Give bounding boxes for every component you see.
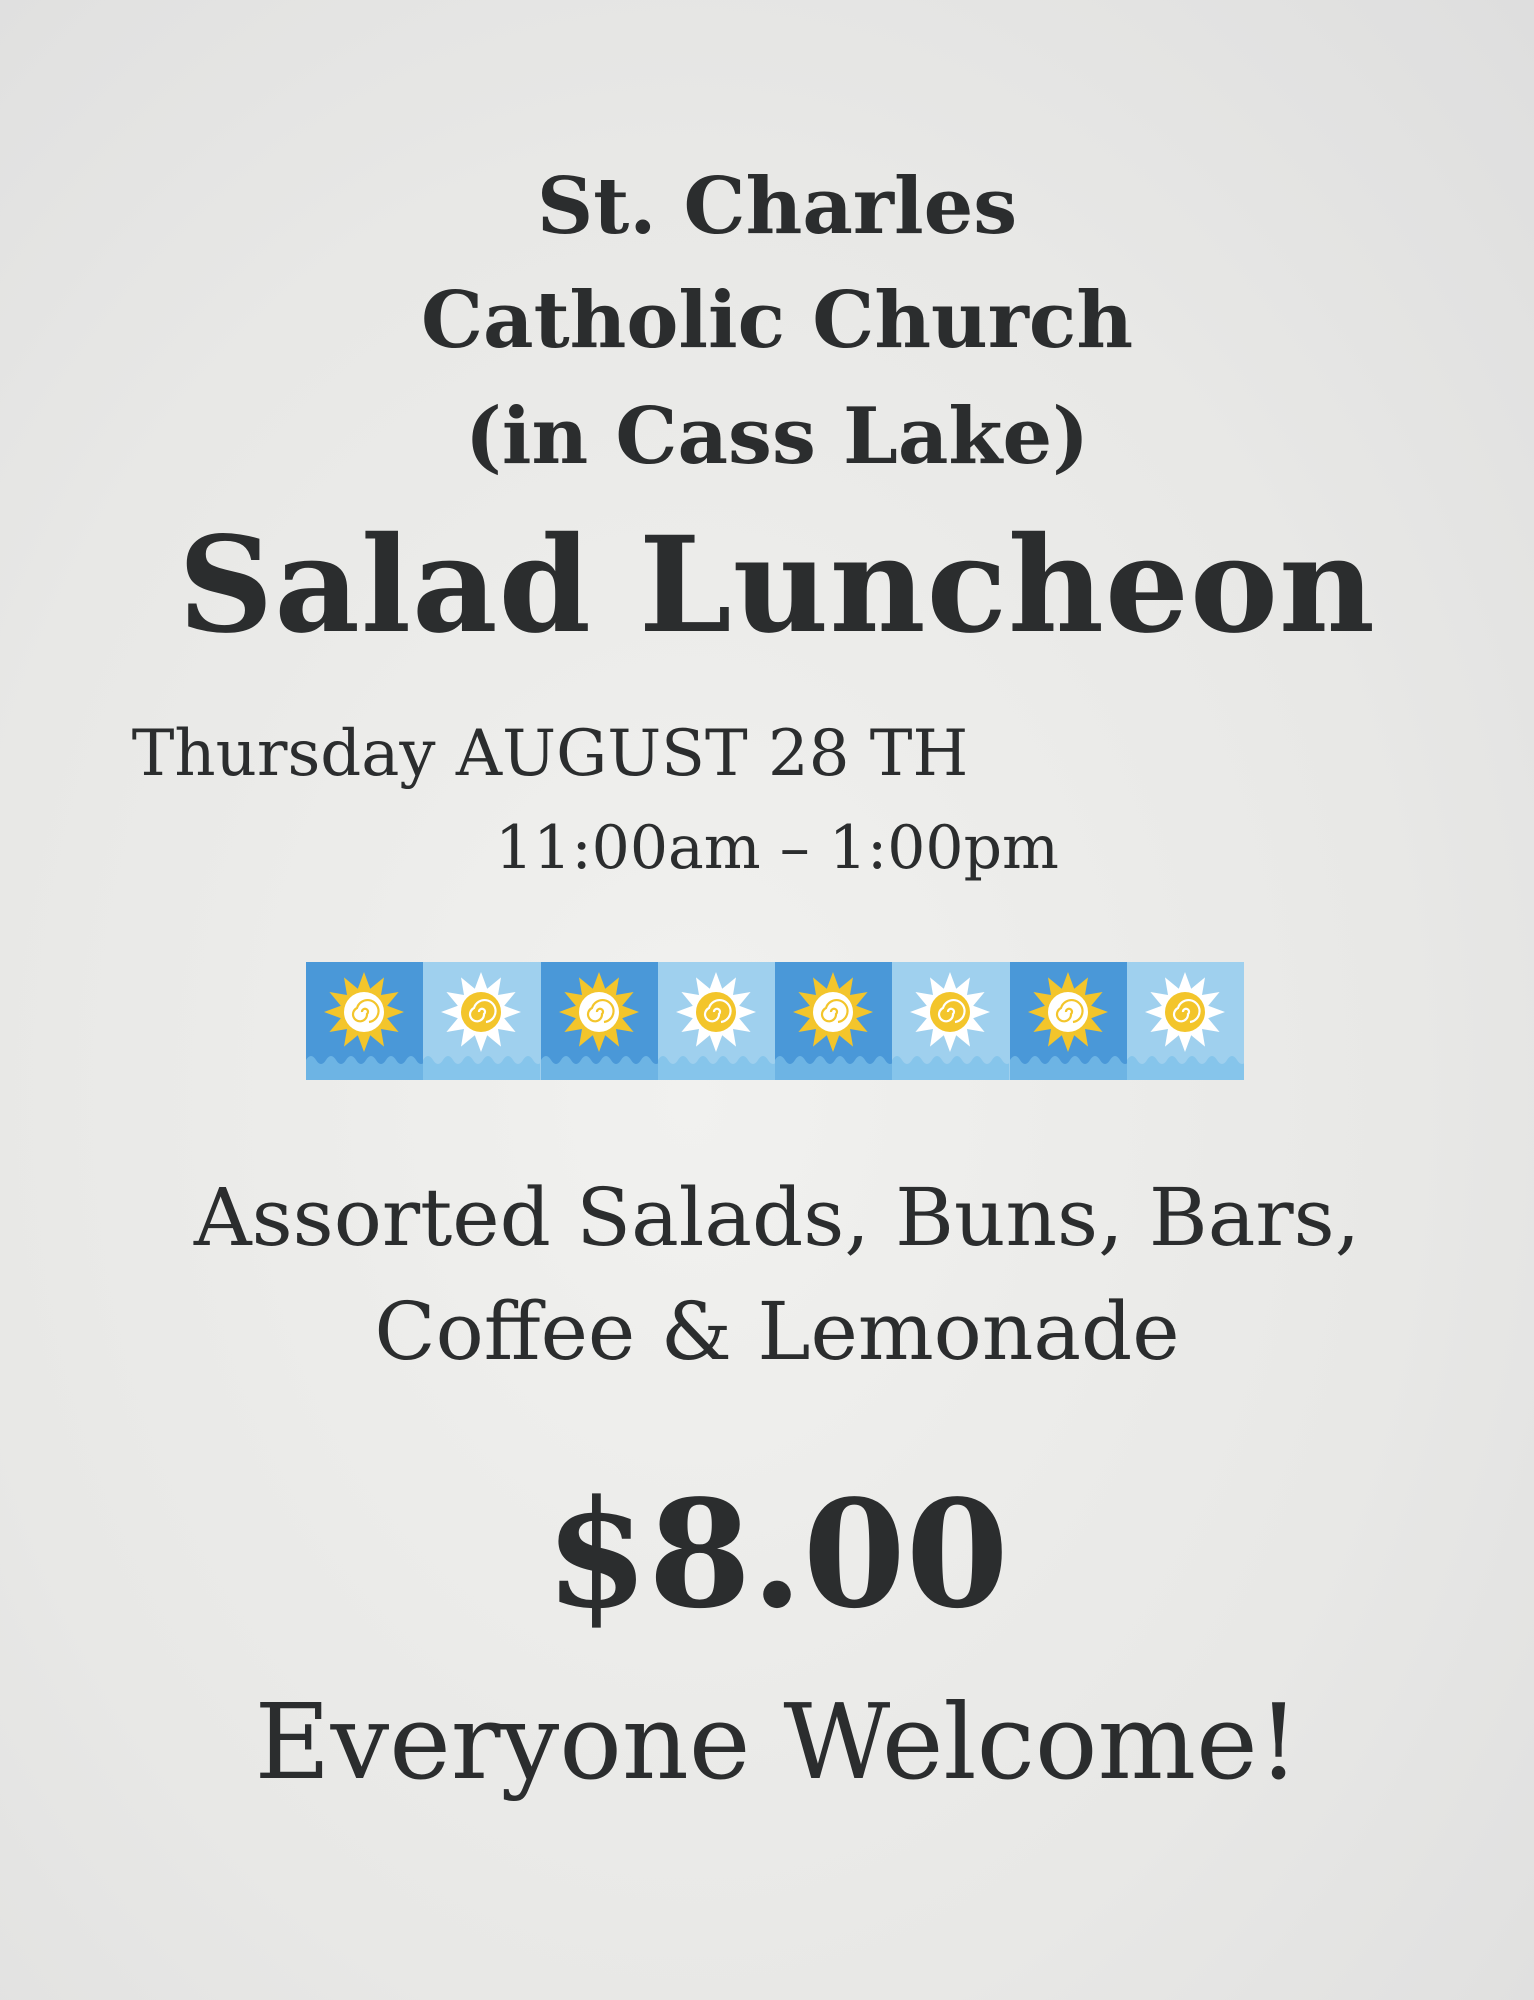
white-sun-icon <box>658 962 775 1080</box>
banner-tile <box>1127 962 1244 1080</box>
banner-tile <box>1010 962 1127 1080</box>
white-sun-icon <box>1127 962 1244 1080</box>
banner-tile <box>306 962 423 1080</box>
yellow-sun-icon <box>306 962 423 1080</box>
sun-banner <box>306 962 1244 1080</box>
yellow-sun-icon <box>1010 962 1127 1080</box>
event-date: Thursday AUGUST 28 TH <box>131 717 969 791</box>
banner-tile <box>423 962 540 1080</box>
menu-line1: Assorted Salads, Buns, Bars, <box>193 1171 1361 1264</box>
white-sun-icon <box>892 962 1009 1080</box>
welcome-message: Everyone Welcome! <box>254 1681 1300 1803</box>
banner-tile <box>892 962 1009 1080</box>
church-name-line1: St. Charles <box>536 161 1018 252</box>
event-price: $8.00 <box>545 1467 1009 1641</box>
event-time: 11:00am – 1:00pm <box>495 813 1059 883</box>
banner-tile <box>541 962 658 1080</box>
church-location: (in Cass Lake) <box>465 391 1089 482</box>
event-title: Salad Luncheon <box>178 508 1376 663</box>
banner-tile <box>775 962 892 1080</box>
menu-line2: Coffee & Lemonade <box>374 1285 1180 1378</box>
yellow-sun-icon <box>541 962 658 1080</box>
yellow-sun-icon <box>775 962 892 1080</box>
church-name-line2: Catholic Church <box>420 275 1134 366</box>
banner-tile <box>658 962 775 1080</box>
white-sun-icon <box>423 962 540 1080</box>
